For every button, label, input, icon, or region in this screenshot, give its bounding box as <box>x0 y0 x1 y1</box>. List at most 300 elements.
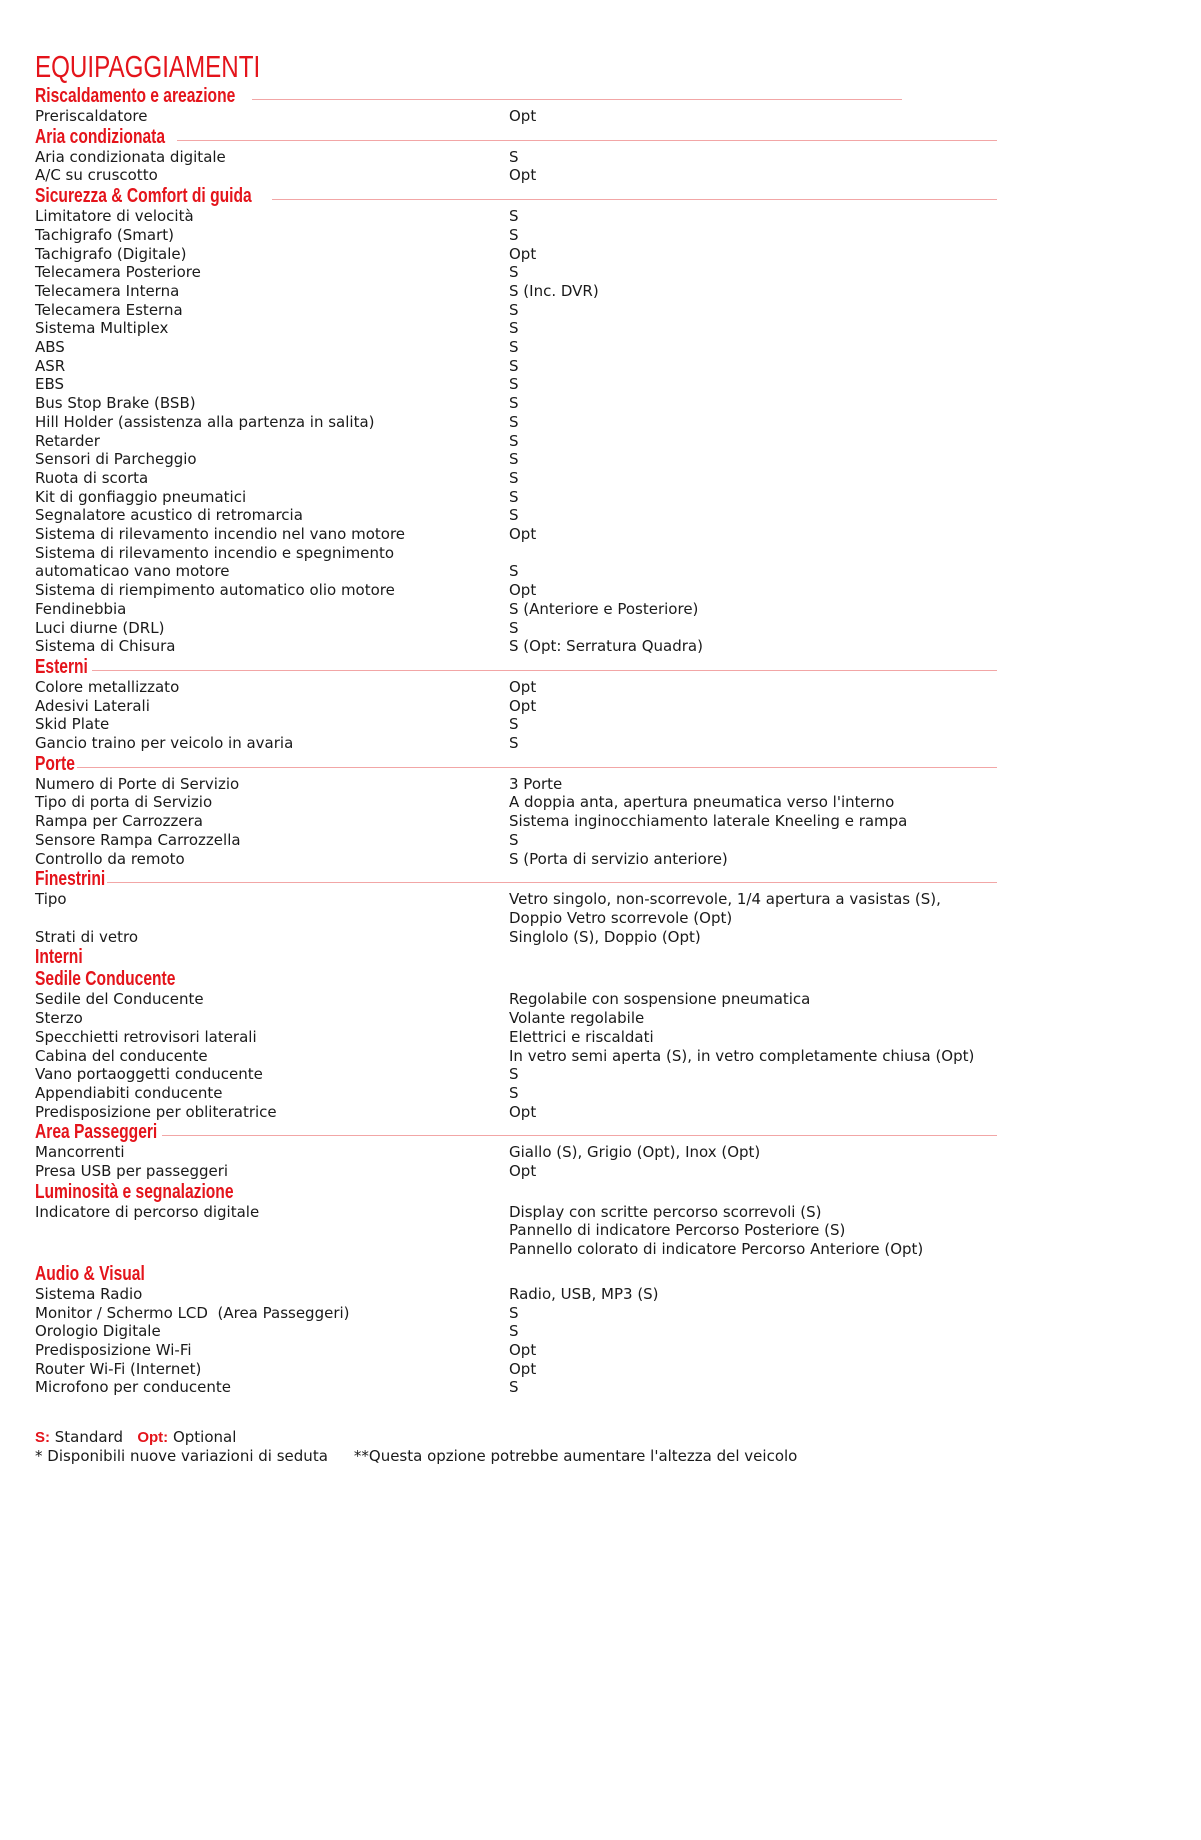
spec-value-line: S <box>509 207 519 226</box>
spec-value <box>509 245 997 264</box>
spec-row <box>35 1285 997 1304</box>
spec-row <box>35 263 997 282</box>
equipment-sheet <box>35 50 997 1397</box>
spec-value <box>509 525 997 544</box>
spec-value-line: Doppio Vetro scorrevole (Opt) <box>509 909 733 927</box>
spec-value <box>509 488 997 507</box>
spec-row <box>35 678 997 697</box>
spec-label-line: ASR <box>35 356 66 375</box>
spec-value <box>509 890 997 927</box>
spec-value-line: S <box>509 319 519 338</box>
spec-value-line: Regolabile con sospensione pneumatica <box>509 990 811 1009</box>
spec-row <box>35 357 997 376</box>
spec-label-line: Sistema di rilevamento incendio e spegnimento <box>35 543 395 562</box>
spec-label <box>35 301 505 320</box>
spec-label <box>35 263 505 282</box>
section-header <box>35 946 997 968</box>
spec-label-line: Segnalatore acustico di retromarcia <box>35 506 303 525</box>
spec-value-line: Vetro singolo, non-scorrevole, 1/4 apertura a vasistas (S), <box>509 890 941 909</box>
spec-row <box>35 1341 997 1360</box>
spec-value <box>509 831 997 850</box>
section-divider <box>107 882 997 883</box>
spec-value-line: S <box>509 715 519 734</box>
spec-value-line: S <box>509 225 519 244</box>
spec-row <box>35 413 997 432</box>
spec-value-line: Opt <box>509 696 537 715</box>
spec-value-line: Radio, USB, MP3 (S) <box>509 1284 659 1303</box>
section-title: Area Passeggeri <box>35 1121 158 1144</box>
spec-value-line: S <box>509 618 519 637</box>
spec-label-line: Sistema di rilevamento incendio nel vano motore <box>35 525 406 544</box>
spec-value-line: S <box>509 734 519 753</box>
spec-label-line: Cabina del conducente <box>35 1046 208 1065</box>
spec-value <box>509 469 997 488</box>
spec-label-line: Limitatore di velocità <box>35 207 194 226</box>
section-divider <box>252 99 902 100</box>
spec-row <box>35 1103 997 1122</box>
spec-value-line: S <box>509 300 519 319</box>
spec-row <box>35 581 997 600</box>
spec-row <box>35 1203 997 1259</box>
spec-value-line: S <box>509 1303 519 1322</box>
spec-value <box>509 413 997 432</box>
spec-value <box>509 1360 997 1379</box>
spec-row <box>35 488 997 507</box>
spec-label <box>35 245 505 264</box>
spec-value <box>509 432 997 451</box>
legend-note-seating: * Disponibili nuove variazioni di seduta <box>35 1447 328 1465</box>
legend-opt-key: Opt: <box>137 1429 169 1446</box>
spec-value-line: S <box>509 450 519 469</box>
spec-row <box>35 890 997 927</box>
section-header <box>35 868 997 890</box>
spec-row <box>35 1304 997 1323</box>
spec-label-line: Specchietti retrovisori laterali <box>35 1027 257 1046</box>
spec-value <box>509 1143 997 1162</box>
legend-s-text: Standard <box>54 1428 124 1446</box>
spec-value <box>509 793 997 812</box>
spec-label <box>35 166 505 185</box>
spec-row <box>35 432 997 451</box>
spec-value <box>509 619 997 638</box>
spec-label-line: Predisposizione Wi-Fi <box>35 1340 192 1359</box>
spec-label <box>35 1084 505 1103</box>
section-divider <box>162 1135 997 1136</box>
spec-row <box>35 319 997 338</box>
spec-value <box>509 394 997 413</box>
spec-value-line: Opt <box>509 1102 537 1121</box>
section-divider <box>272 199 997 200</box>
spec-label-line: EBS <box>35 375 65 394</box>
spec-label-line: Presa USB per passeggeri <box>35 1162 229 1181</box>
spec-label <box>35 1341 505 1360</box>
spec-value <box>509 697 997 716</box>
spec-label <box>35 678 505 697</box>
section-header <box>35 968 997 990</box>
spec-value-line: Volante regolabile <box>509 1009 645 1028</box>
spec-label <box>35 850 505 869</box>
spec-label-line: Luci diurne (DRL) <box>35 618 165 637</box>
spec-label <box>35 432 505 451</box>
spec-label-line: Sistema Radio <box>35 1284 143 1303</box>
spec-label <box>35 1285 505 1304</box>
spec-label-line: Preriscaldatore <box>35 107 148 125</box>
spec-label <box>35 413 505 432</box>
spec-value <box>509 207 997 226</box>
spec-label-line: Strati di vetro <box>35 927 139 946</box>
spec-label-line: Tachigrafo (Digitale) <box>35 244 187 263</box>
spec-label <box>35 148 505 167</box>
spec-value <box>509 282 997 301</box>
spec-label-line: ABS <box>35 338 65 357</box>
spec-label-line: Telecamera Interna <box>35 281 180 300</box>
spec-label-line: automaticao vano motore <box>35 562 230 581</box>
spec-value <box>509 338 997 357</box>
spec-label <box>35 1162 505 1181</box>
spec-value <box>509 544 997 581</box>
spec-label <box>35 319 505 338</box>
spec-value <box>509 1285 997 1304</box>
spec-value <box>509 1103 997 1122</box>
spec-label <box>35 1028 505 1047</box>
spec-value <box>509 990 997 1009</box>
spec-label-line: Kit di gonfiaggio pneumatici <box>35 487 247 506</box>
spec-label-line: Tipo di porta di Servizio <box>35 793 213 812</box>
spec-value <box>509 812 997 831</box>
spec-value-line: S <box>509 1322 519 1341</box>
spec-label <box>35 1304 505 1323</box>
spec-label-line: Vano portaoggetti conducente <box>35 1065 263 1084</box>
spec-value <box>509 301 997 320</box>
spec-label-line: Telecamera Esterna <box>35 300 183 319</box>
section-title: Sicurezza & Comfort di guida <box>35 185 252 208</box>
spec-value <box>509 715 997 734</box>
spec-label <box>35 469 505 488</box>
spec-row <box>35 226 997 245</box>
spec-value <box>509 1047 997 1066</box>
spec-label-line: Sedile del Conducente <box>35 990 204 1009</box>
section-divider <box>77 767 997 768</box>
spec-value <box>509 1322 997 1341</box>
spec-value <box>509 1203 997 1259</box>
spec-label <box>35 775 505 794</box>
spec-value <box>509 375 997 394</box>
spec-value-line: Display con scritte percorso scorrevoli (S) <box>509 1202 822 1221</box>
spec-label-line: Microfono per conducente <box>35 1378 232 1397</box>
section-title: Riscaldamento e areazione <box>35 85 236 107</box>
legend <box>35 1428 797 1466</box>
spec-label-line: Fendinebbia <box>35 599 127 618</box>
spec-value-line: S <box>509 468 519 487</box>
spec-label <box>35 793 505 812</box>
spec-label <box>35 990 505 1009</box>
spec-label <box>35 1065 505 1084</box>
spec-label-line: Monitor / Schermo LCD (Area Passeggeri) <box>35 1303 350 1322</box>
spec-label <box>35 637 505 656</box>
spec-label <box>35 1143 505 1162</box>
spec-row <box>35 207 997 226</box>
spec-value <box>509 637 997 656</box>
spec-label <box>35 1103 505 1122</box>
spec-label <box>35 506 505 525</box>
spec-label <box>35 1009 505 1028</box>
spec-label-line: Tachigrafo (Smart) <box>35 225 174 244</box>
spec-label-line: Rampa per Carrozzera <box>35 812 203 831</box>
spec-label <box>35 1360 505 1379</box>
spec-label-line: Sterzo <box>35 1009 83 1028</box>
spec-row <box>35 544 997 581</box>
spec-row <box>35 1065 997 1084</box>
spec-label-line: Skid Plate <box>35 715 110 734</box>
spec-value-line: S <box>509 830 519 849</box>
spec-row <box>35 1143 997 1162</box>
spec-row <box>35 1009 997 1028</box>
spec-value <box>509 263 997 282</box>
section-header <box>35 1263 997 1285</box>
spec-value <box>509 166 997 185</box>
section-title: Finestrini <box>35 868 106 891</box>
spec-label <box>35 488 505 507</box>
spec-value-line: S <box>509 263 519 282</box>
spec-row <box>35 928 997 947</box>
section-title: Porte <box>35 752 75 775</box>
spec-row <box>35 469 997 488</box>
spec-value-line: Elettrici e riscaldati <box>509 1027 654 1046</box>
spec-value <box>509 319 997 338</box>
section-header <box>35 656 997 678</box>
spec-value <box>509 1084 997 1103</box>
spec-label <box>35 544 505 581</box>
spec-row <box>35 394 997 413</box>
spec-label-line: Sensore Rampa Carrozzella <box>35 830 241 849</box>
spec-row <box>35 990 997 1009</box>
spec-label <box>35 619 505 638</box>
spec-row <box>35 734 997 753</box>
section-header <box>35 1121 997 1143</box>
spec-value <box>509 107 997 126</box>
spec-label <box>35 226 505 245</box>
spec-value-line: S <box>509 394 519 413</box>
spec-value-line: Singlolo (S), Doppio (Opt) <box>509 927 701 946</box>
section-header <box>35 126 997 148</box>
spec-value-line: In vetro semi aperta (S), in vetro completamente chiusa (Opt) <box>509 1046 975 1065</box>
spec-value <box>509 581 997 600</box>
spec-row <box>35 600 997 619</box>
spec-value-line: S <box>509 487 519 506</box>
spec-label <box>35 928 505 947</box>
spec-value-line: Opt <box>509 166 537 185</box>
spec-value-line: Opt <box>509 1340 537 1359</box>
spec-value-line: S <box>509 431 519 450</box>
spec-value-line: Opt <box>509 581 537 600</box>
spec-label <box>35 697 505 716</box>
spec-row <box>35 715 997 734</box>
spec-row <box>35 1162 997 1181</box>
spec-value-line: S <box>509 1083 519 1102</box>
legend-s-key: S: <box>35 1429 50 1446</box>
section-title: Interni <box>35 946 83 969</box>
spec-row <box>35 450 997 469</box>
spec-row <box>35 1084 997 1103</box>
spec-value-line: Opt <box>509 107 537 125</box>
spec-value-line: S <box>509 506 519 525</box>
spec-label-line: Indicatore di percorso digitale <box>35 1202 260 1221</box>
spec-label <box>35 338 505 357</box>
spec-value <box>509 506 997 525</box>
spec-value-line: S <box>509 1378 519 1397</box>
spec-row <box>35 338 997 357</box>
spec-label-line: Controllo da remoto <box>35 849 185 868</box>
spec-value <box>509 1378 997 1397</box>
spec-value <box>509 775 997 794</box>
spec-value-line: S <box>509 375 519 394</box>
spec-value-line <box>509 544 997 563</box>
spec-value-line: Sistema inginocchiamento laterale Kneeling e rampa <box>509 812 908 831</box>
spec-row <box>35 1028 997 1047</box>
spec-value <box>509 1009 997 1028</box>
spec-label-line: Router Wi-Fi (Internet) <box>35 1359 202 1378</box>
spec-label <box>35 1378 505 1397</box>
spec-label-line: Telecamera Posteriore <box>35 263 201 282</box>
spec-label <box>35 107 505 126</box>
spec-value-line: 3 Porte <box>509 774 563 793</box>
spec-value <box>509 850 997 869</box>
spec-row <box>35 1047 997 1066</box>
spec-value <box>509 357 997 376</box>
spec-row <box>35 637 997 656</box>
spec-value-line: S (Porta di servizio anteriore) <box>509 849 728 868</box>
spec-value <box>509 600 997 619</box>
spec-label-line: Sistema di Chisura <box>35 637 176 656</box>
spec-value-line: S <box>509 338 519 357</box>
page-title: EQUIPAGGIAMENTI <box>35 49 261 84</box>
spec-row <box>35 1378 997 1397</box>
spec-row <box>35 525 997 544</box>
spec-label <box>35 890 505 909</box>
spec-value-line: Pannello colorato di indicatore Percorso Anteriore (Opt) <box>509 1240 924 1259</box>
spec-row <box>35 107 997 126</box>
section-header <box>35 85 997 107</box>
spec-value-line: Opt <box>509 1162 537 1181</box>
spec-label-line: Colore metallizzato <box>35 677 180 696</box>
spec-value-line: S (Opt: Serratura Quadra) <box>509 637 703 656</box>
spec-label <box>35 357 505 376</box>
spec-row <box>35 148 997 167</box>
spec-value <box>509 1065 997 1084</box>
spec-value-line: Opt <box>509 525 537 544</box>
spec-value-line: Opt <box>509 244 537 263</box>
spec-value <box>509 450 997 469</box>
spec-row <box>35 812 997 831</box>
spec-label <box>35 581 505 600</box>
spec-label-line: Numero di Porte di Servizio <box>35 774 240 793</box>
spec-label-line: Sistema Multiplex <box>35 319 169 338</box>
spec-row <box>35 301 997 320</box>
spec-label <box>35 207 505 226</box>
section-header <box>35 1181 997 1203</box>
spec-row <box>35 245 997 264</box>
spec-label <box>35 394 505 413</box>
spec-label <box>35 1203 505 1222</box>
spec-label-line: Hill Holder (assistenza alla partenza in salita) <box>35 412 375 431</box>
spec-label <box>35 450 505 469</box>
spec-label <box>35 282 505 301</box>
section-title: Luminosità e segnalazione <box>35 1180 234 1203</box>
spec-value-line: S <box>509 1065 519 1084</box>
spec-row <box>35 282 997 301</box>
spec-row <box>35 375 997 394</box>
spec-value-line: S (Anteriore e Posteriore) <box>509 599 699 618</box>
spec-label-line: Sistema di riempimento automatico olio motore <box>35 581 395 600</box>
spec-label-line: Aria condizionata digitale <box>35 147 226 166</box>
spec-label-line: A/C su cruscotto <box>35 166 158 185</box>
spec-row <box>35 850 997 869</box>
spec-value-line: S <box>509 147 519 166</box>
spec-row <box>35 1360 997 1379</box>
section-title: Audio & Visual <box>35 1262 145 1285</box>
spec-value <box>509 1162 997 1181</box>
section-divider <box>177 140 997 141</box>
section-header <box>35 185 997 207</box>
spec-label <box>35 525 505 544</box>
spec-value <box>509 148 997 167</box>
section-divider <box>92 670 997 671</box>
spec-label <box>35 734 505 753</box>
spec-value-line: S (Inc. DVR) <box>509 281 599 300</box>
section-title: Esterni <box>35 655 88 678</box>
spec-row <box>35 619 997 638</box>
spec-label-line: Appendiabiti conducente <box>35 1083 223 1102</box>
spec-label-line: Predisposizione per obliteratrice <box>35 1102 277 1121</box>
spec-value-line: Opt <box>509 677 537 696</box>
spec-label-line: Tipo <box>35 890 67 909</box>
spec-value-line: Giallo (S), Grigio (Opt), Inox (Opt) <box>509 1143 761 1162</box>
spec-label-line: Retarder <box>35 431 100 450</box>
spec-value <box>509 226 997 245</box>
spec-label-line: Orologio Digitale <box>35 1322 161 1341</box>
spec-label-line: Bus Stop Brake (BSB) <box>35 394 196 413</box>
spec-label <box>35 831 505 850</box>
spec-value-line: Pannello di indicatore Percorso Posteriore (S) <box>509 1221 846 1240</box>
spec-row <box>35 831 997 850</box>
spec-label <box>35 375 505 394</box>
spec-label <box>35 1047 505 1066</box>
spec-value-line: S <box>509 562 519 581</box>
spec-row <box>35 697 997 716</box>
spec-value <box>509 1304 997 1323</box>
spec-value <box>509 734 997 753</box>
section-title: Aria condizionata <box>35 125 166 148</box>
spec-label-line: Adesivi Laterali <box>35 696 150 715</box>
spec-value-line: Opt <box>509 1359 537 1378</box>
legend-opt-text: Optional <box>172 1428 237 1446</box>
spec-row <box>35 793 997 812</box>
spec-row <box>35 506 997 525</box>
legend-note-height: **Questa opzione potrebbe aumentare l'altezza del veicolo <box>353 1447 798 1465</box>
spec-row <box>35 166 997 185</box>
spec-value <box>509 678 997 697</box>
spec-label-line: Ruota di scorta <box>35 468 149 487</box>
spec-label <box>35 812 505 831</box>
sections <box>35 85 997 1397</box>
spec-value <box>509 1028 997 1047</box>
spec-label-line: Mancorrenti <box>35 1143 125 1162</box>
spec-row <box>35 775 997 794</box>
spec-label <box>35 1322 505 1341</box>
spec-value-line: S <box>509 412 519 431</box>
spec-label-line: Gancio traino per veicolo in avaria <box>35 734 294 753</box>
spec-value-line: S <box>509 356 519 375</box>
